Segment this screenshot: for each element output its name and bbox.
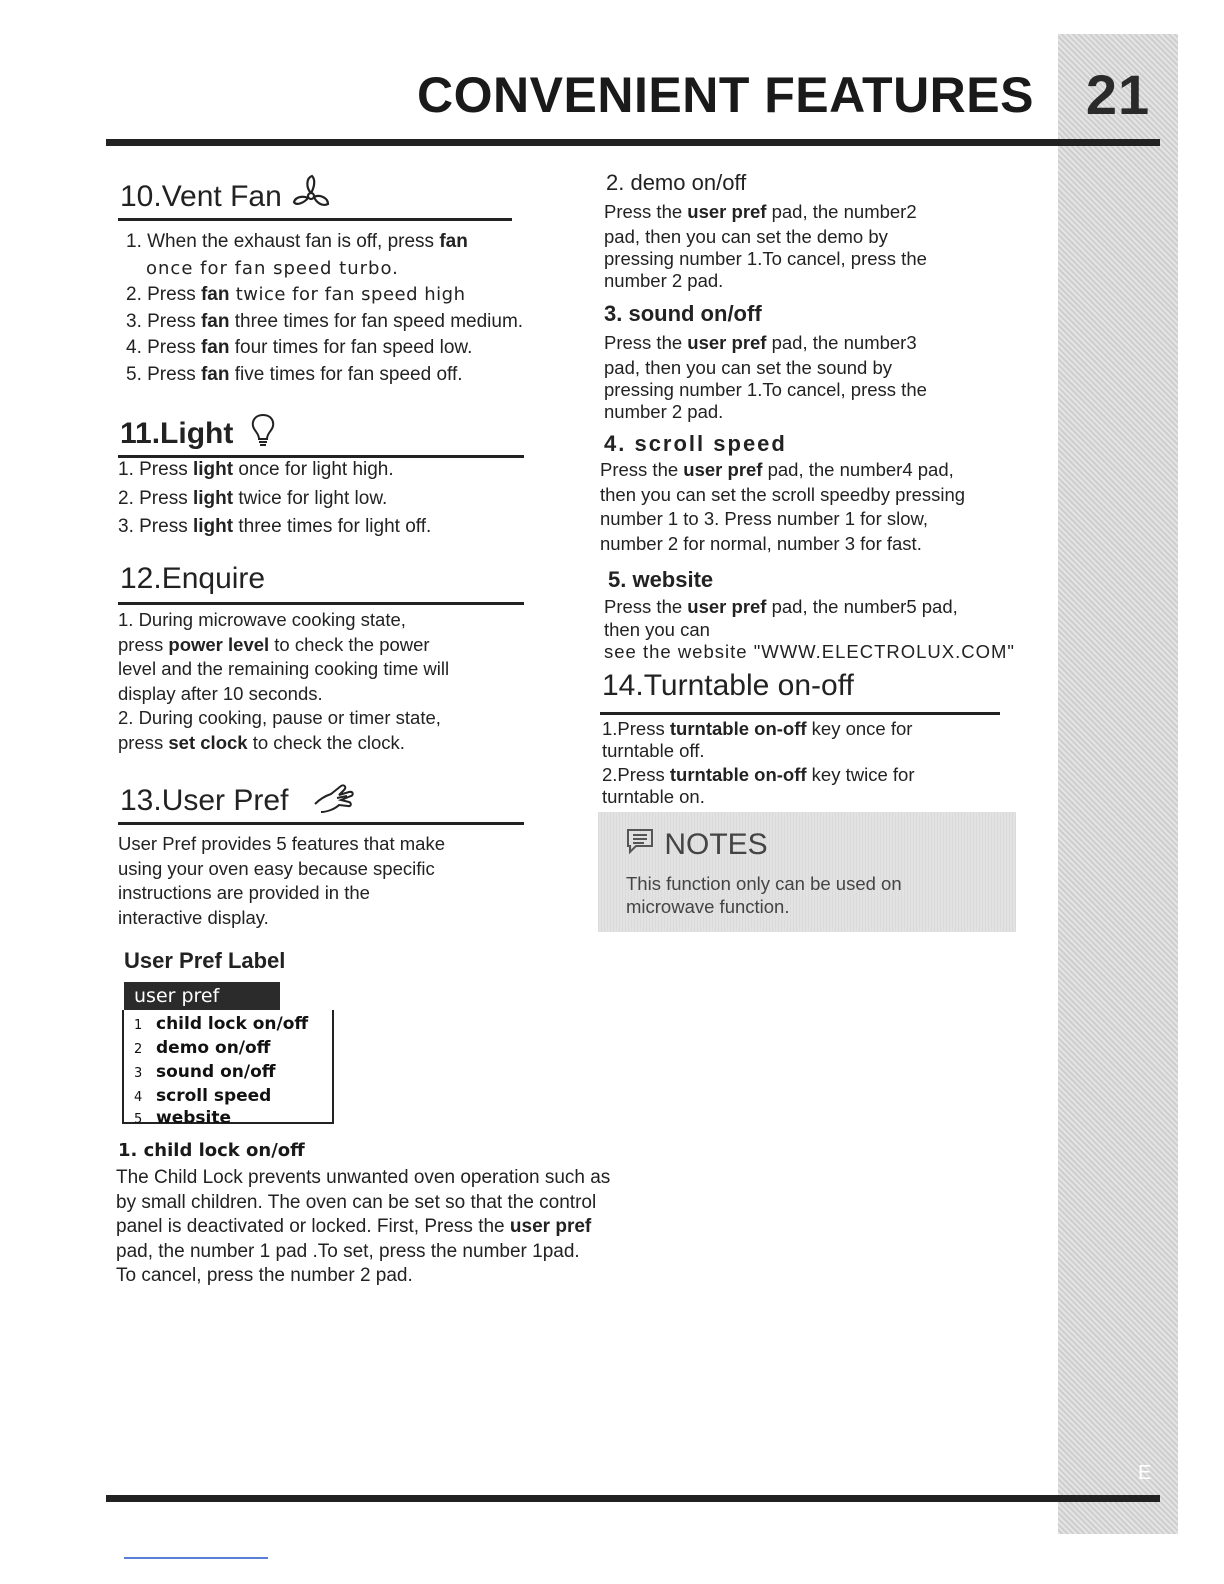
vent-fan-heading [120, 172, 332, 214]
notes-heading [624, 826, 768, 862]
demo-text [604, 200, 927, 294]
user-pref-rule [118, 822, 524, 825]
user-pref-display-badge: user pref [124, 982, 280, 1010]
demo-line: Press the user pref pad, the number2 [604, 201, 917, 222]
vent-fan-rule [118, 218, 512, 221]
sound-heading: 3. sound on/off [604, 301, 762, 326]
menu-item: 4 scroll speed [134, 1086, 272, 1106]
child-lock-line: pad, the number 1 pad .To set, press the number 1pad. [116, 1240, 580, 1262]
user-pref-heading [120, 782, 357, 818]
user-pref-menu [122, 1010, 334, 1128]
child-lock-line: The Child Lock prevents unwanted oven operation such as [116, 1167, 611, 1188]
page-tab-sidebar [1058, 34, 1178, 1534]
menu-item: 1 child lock on/off [134, 1014, 309, 1034]
child-lock-line: by small children. The oven can be set so that the control [116, 1191, 597, 1213]
list-item: 4. Press fan four times for fan speed low. [126, 337, 473, 358]
fan-icon [290, 172, 332, 212]
notes-title: NOTES [664, 828, 768, 861]
footer-link-line [124, 1557, 268, 1559]
vent-fan-list [126, 229, 523, 388]
vent-fan-title: 10.Vent Fan [120, 180, 282, 213]
header-rule [106, 139, 1160, 146]
notes-icon [624, 826, 656, 856]
scroll-line: Press the user pref pad, the number4 pad, [600, 459, 954, 480]
enquire-line: 1. During microwave cooking state, [118, 609, 406, 630]
list-item: once for fan speed turbo. [146, 257, 399, 279]
list-item: 3. Press fan three times for fan speed medium. [126, 310, 524, 332]
page-number: 21 [1085, 63, 1151, 126]
menu-item: 5 website [134, 1108, 232, 1128]
sound-line: pressing number 1.To cancel, press the [604, 379, 927, 400]
intro-line: instructions are provided in the [118, 882, 370, 903]
turntable-line: turntable on. [602, 786, 705, 807]
user-pref-title: 13.User Pref [120, 784, 289, 817]
notes-line: microwave function. [626, 896, 790, 917]
enquire-rule [118, 602, 524, 605]
scroll-line: number 2 for normal, number 3 for fast. [600, 532, 922, 554]
intro-line: using your oven easy because specific [118, 857, 435, 879]
demo-heading: 2. demo on/off [606, 170, 747, 195]
sound-text [604, 331, 927, 425]
child-lock-text [116, 1166, 610, 1289]
turntable-text [602, 718, 914, 808]
website-line: Press the user pref pad, the number5 pad, [604, 596, 958, 617]
demo-line: pressing number 1.To cancel, press the [604, 248, 927, 269]
turntable-rule [600, 712, 1000, 715]
sound-line: Press the user pref pad, the number3 [604, 332, 917, 353]
website-line: then you can [604, 618, 710, 640]
list-item: 1. Press light once for light high. [118, 459, 394, 480]
scroll-speed-text [600, 458, 965, 556]
demo-line: pad, then you can set the demo by [604, 225, 888, 247]
light-list [118, 456, 431, 542]
enquire-line: 2. During cooking, pause or timer state, [118, 707, 441, 728]
website-url: see the website "WWW.ELECTROLUX.COM" [604, 640, 1015, 662]
user-pref-label-heading: User Pref Label [124, 948, 286, 973]
child-lock-line: panel is deactivated or locked. First, Press the user pref [116, 1216, 592, 1237]
light-heading [120, 413, 276, 451]
intro-line: interactive display. [118, 906, 269, 928]
user-pref-intro [118, 832, 445, 930]
turntable-line: turntable off. [602, 740, 705, 761]
scroll-speed-heading: 4. scroll speed [604, 431, 787, 456]
intro-line: User Pref provides 5 features that make [118, 833, 445, 854]
list-item: 2. Press fan twice for fan speed high [126, 284, 466, 305]
light-bulb-icon [250, 413, 276, 447]
turntable-line: 2.Press turntable on-off key twice for [602, 764, 915, 785]
menu-item: 2 demo on/off [134, 1038, 271, 1058]
notes-line: This function only can be used on [626, 873, 902, 894]
menu-item: 3 sound on/off [134, 1062, 276, 1082]
enquire-line: press power level to check the power [118, 633, 430, 655]
sound-line: number 2 pad. [604, 401, 724, 422]
list-item: 5. Press fan five times for fan speed off. [126, 363, 463, 385]
website-text [604, 595, 1015, 664]
child-lock-line: To cancel, press the number 2 pad. [116, 1265, 413, 1286]
language-tab: E [1138, 1462, 1152, 1484]
scroll-line: number 1 to 3. Press number 1 for slow, [600, 508, 929, 529]
website-heading: 5. website [608, 567, 714, 592]
light-title: 11.Light [120, 417, 234, 450]
list-item: 1. When the exhaust fan is off, press fan [126, 231, 468, 252]
demo-line: number 2 pad. [604, 270, 724, 291]
enquire-line: press set clock to check the clock. [118, 731, 405, 753]
enquire-text [118, 608, 449, 755]
enquire-heading: 12.Enquire [120, 562, 266, 595]
list-item: 2. Press light twice for light low. [118, 487, 388, 509]
turntable-line: 1.Press turntable on-off key once for [602, 718, 913, 739]
list-item: 3. Press light three times for light off. [118, 516, 432, 537]
notes-text [626, 872, 902, 918]
enquire-line: level and the remaining cooking time will [118, 658, 450, 679]
turntable-heading: 14.Turntable on-off [602, 669, 854, 702]
user-pref-hand-icon [311, 782, 357, 816]
child-lock-heading: 1. child lock on/off [118, 1140, 305, 1161]
enquire-line: display after 10 seconds. [118, 682, 323, 704]
page-title: CONVENIENT FEATURES [417, 67, 1034, 123]
footer-rule [106, 1495, 1160, 1502]
scroll-line: then you can set the scroll speedby pressing [600, 483, 966, 505]
sound-line: pad, then you can set the sound by [604, 356, 892, 378]
